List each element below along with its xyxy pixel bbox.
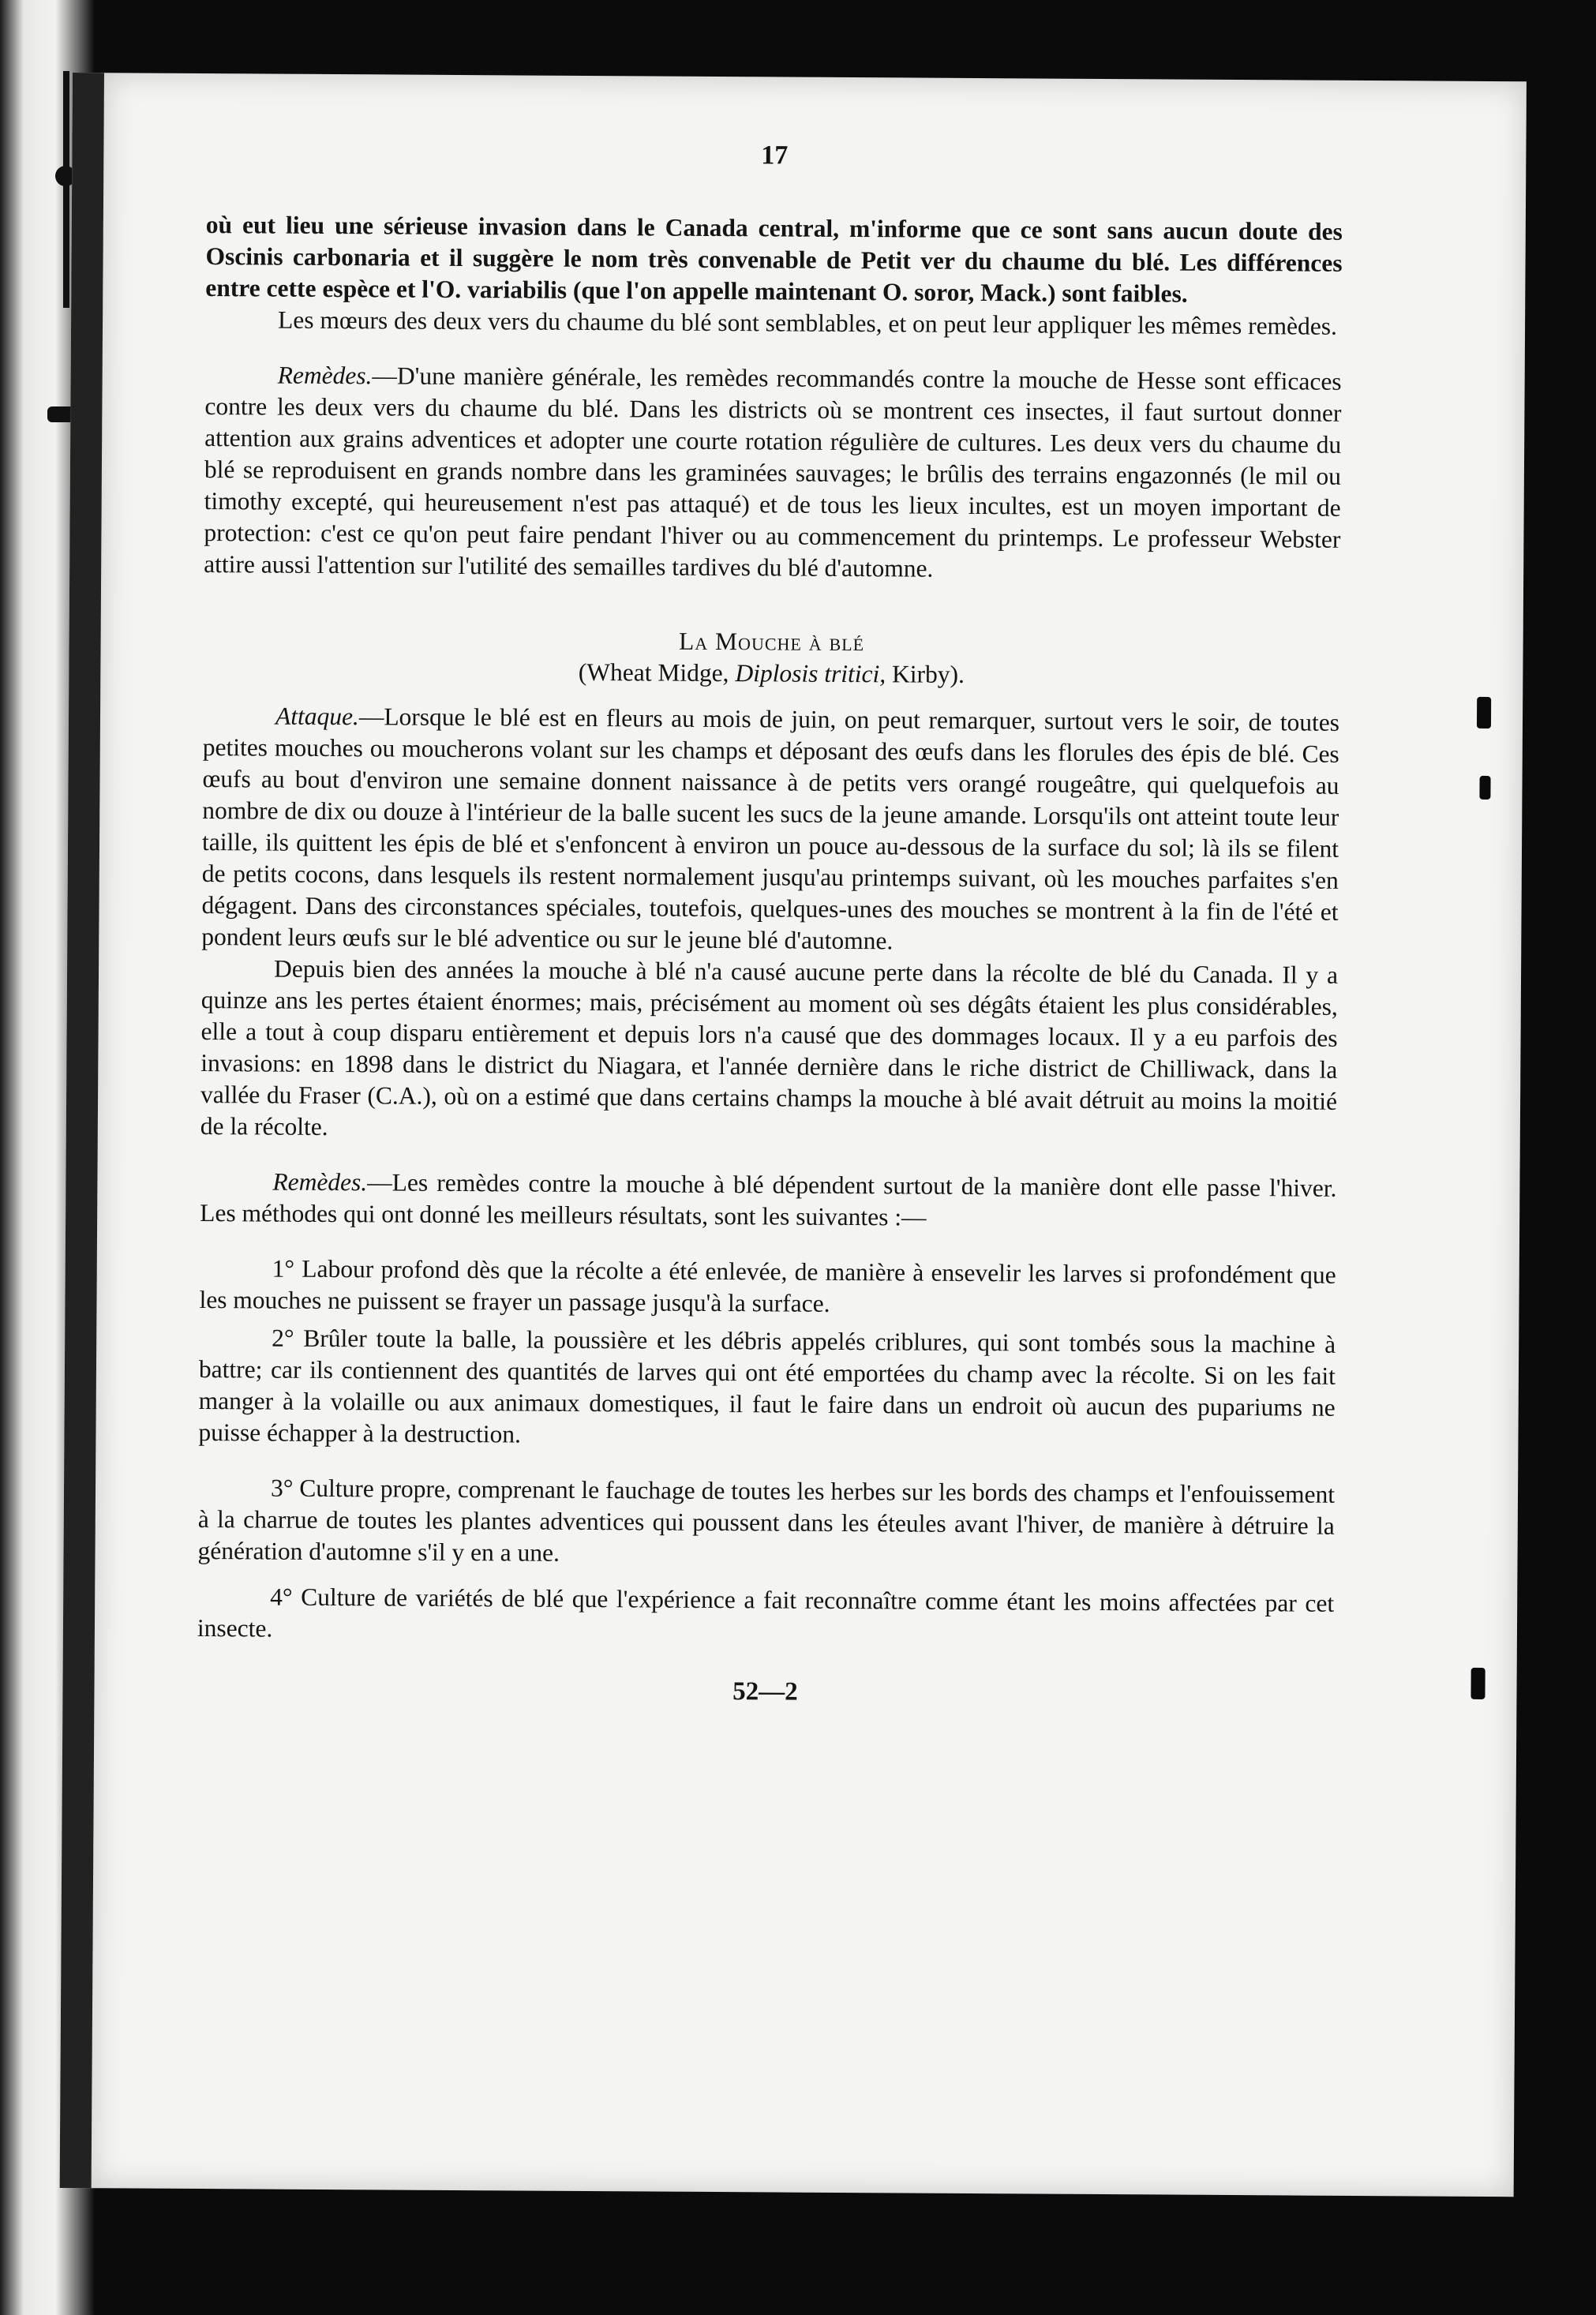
list-item: 1° Labour profond dès que la récolte a été enlevée, de manière à ensevelir les larves si profondément que les mouches ne puissent se frayer un passage jusqu'à la surface. [199, 1254, 1336, 1317]
remedes-label: Remèdes. [272, 1167, 368, 1197]
paragraph: Les mœurs des deux vers du chaume du blé sont semblables, et on peut leur appliquer les mêmes remèdes. [277, 305, 1338, 340]
remedes-label: Remèdes. [277, 361, 373, 390]
list-item: 4° Culture de variétés de blé que l'expérience a fait reconnaître comme étant les moins affectées par cet insecte. [197, 1583, 1335, 1643]
film-mark [63, 71, 69, 308]
list-item: 3° Culture propre, comprenant le fauchage de toutes les herbes sur les bords des champs et l'enfouissement à la charrue de toutes les plantes adventices qui poussent dans les éteules avant l'hiver, de manière à détruire la génération d'automne s'il y en a une. [197, 1474, 1336, 1567]
remedes-paragraph [204, 359, 1342, 587]
subtitle-prefix: (Wheat Midge, [578, 657, 736, 687]
page-text [197, 140, 1343, 1711]
page-number: 17 [761, 140, 789, 170]
section-subtitle [203, 654, 1339, 693]
remedes-paragraph [200, 1166, 1336, 1236]
paragraph: Depuis bien des années la mouche à blé n'a causé aucune perte dans la récolte de blé du Canada. Il y a quinze ans les pertes étaient énormes; mais, précisément au moment où ses dégâts étaient les plus considérables, elle a tout à coup disparu entièrement et depuis lors n'a causé que des dommages locaux. Il y a eu parfois des invasions: en 1898 dans le district du Niagara, et l'année dernière dans le riche district de Chilliwack, dans la vallée du Fraser (C.A.), où on a estimé que dans certains champs la mouche à blé avait détruit au moins la moitié de la récolte. [200, 954, 1339, 1141]
film-mark [1477, 697, 1491, 729]
remedes-text: —Les remèdes contre la mouche à blé dépendent surtout de la manière dont elle passe l'hiver. Les méthodes qui ont donné les meilleurs résultats, sont les suivantes :— [200, 1168, 1337, 1231]
attaque-text: —Lorsque le blé est en fleurs au mois de juin, on peut remarquer, surtout vers le soir, de toutes petites mouches ou moucherons volant sur les champs et déposant des œufs dans les florules des épis de blé. Ces œufs au bout d'environ une semaine donnent naissance à de petits vers orangé rougeâtre, qui quelquefois au nombre de dix ou douze à l'intérieur de la balle sucent les sucs de la jeune amande. Lorsqu'ils ont atteint toute leur taille, ils quittent les épis de blé et s'enfoncent à environ un pouce au-dessous de la surface du sol; là ils se filent de petits cocons, dans lesquels ils restent normalement jusqu'au printemps suivant, où les mouches parfaites s'en dégagent. Dans des circonstances spéciales, toutefois, quelques-unes des mouches se montrent à la fin de l'été et pondent leurs œufs sur le blé adventice ou sur le jeune blé d'automne. [201, 702, 1340, 955]
film-mark [1479, 776, 1490, 800]
section-title: La Mouche à blé [679, 627, 865, 657]
remedes-text: —D'une manière générale, les remèdes recommandés contre la mouche de Hesse sont efficaces contre les deux vers du chaume du blé. Dans les districts où se montrent ces insectes, il faut surtout donner attention aux grains adventices et adopter une courte rotation régulière de cultures. Les deux vers du chaume du blé se reproduisent en grands nombre dans les graminées sauvages; le brûlis des terrains engazonnés (le mil ou timothy excepté, qui heureusement n'est pas attaqué) et de tous les lieux incultes, est un moyen important de protection: c'est ce qu'on peut faire pendant l'hiver ou au commencement du printemps. Le professeur Webster attire aussi l'attention sur l'utilité des semailles tardives du blé d'automne. [204, 361, 1342, 582]
printer-signature: 52—2 [732, 1677, 798, 1706]
document-page [60, 73, 1527, 2197]
subtitle-species: Diplosis tritici, [735, 659, 886, 688]
film-mark [1470, 1668, 1485, 1699]
paragraph: où eut lieu une sérieuse invasion dans le Canada central, m'informe que ce sont sans aucun doute des Oscinis carbonaria et il suggère le nom très convenable de Petit ver du chaume du blé. Les différences entre cette espèce et l'O. variabilis (que l'on appelle maintenant O. soror, Mack.) sont faibles. [205, 211, 1343, 308]
subtitle-suffix: Kirby). [886, 660, 965, 688]
attaque-paragraph [201, 700, 1339, 960]
attaque-label: Attaque. [275, 702, 359, 731]
list-item: 2° Brûler toute la balle, la poussière et les débris appelés criblures, qui sont tombés sous la machine à battre; car ils contiennent des quantités de larves qui ont été emportées du champ avec la récolte. Si on les fait manger à la volaille ou aux animaux domestiques, il faut le faire dans un endroit où aucun des pupariums ne puisse échapper à la destruction. [198, 1324, 1336, 1448]
section-heading [203, 623, 1339, 693]
